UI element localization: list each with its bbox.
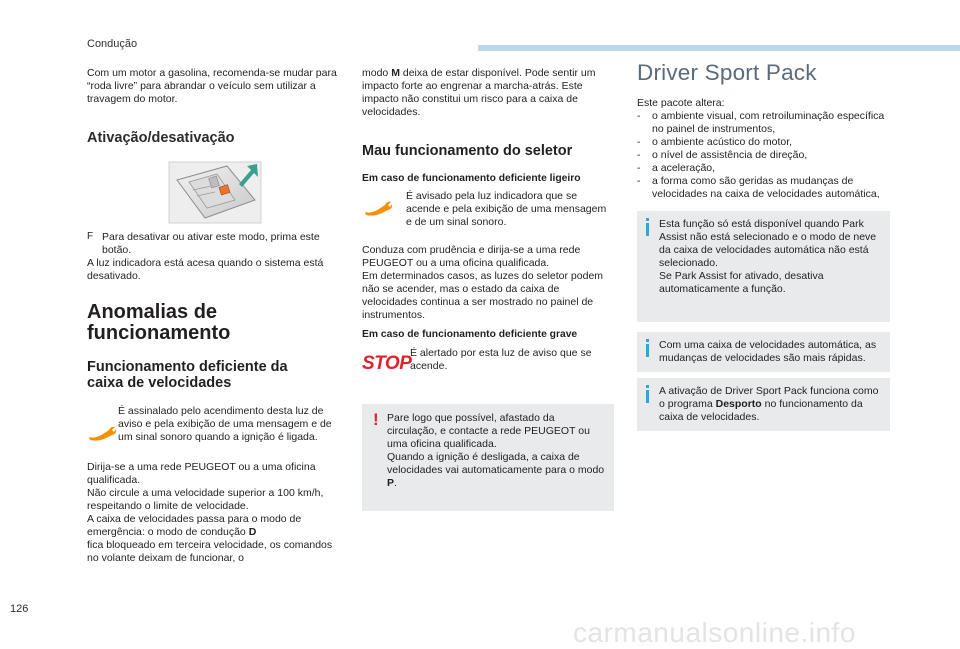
gearbox-fault-p4: fica bloqueado em terceira velocidade, os comandos no volante deixam de funcionar, o — [87, 539, 333, 564]
pack-intro: Este pacote altera: — [637, 97, 725, 109]
minor-fault-warning — [362, 190, 614, 229]
serious-fault-label: Em caso de funcionamento deficiente grave — [362, 329, 578, 340]
mode-p: P — [387, 477, 395, 489]
info3-pre: A ativação de Driver Sport Pack funciona como o programa — [659, 385, 879, 410]
info-icon — [645, 385, 649, 403]
minor-fault-p1: Conduza com prudência e dirija-se a uma rede PEUGEOT ou a uma oficina qualificada. — [362, 244, 581, 269]
activation-bullet-text: Para desativar ou ativar este modo, prima este botão. — [102, 231, 320, 256]
gearbox-fault-heading-line2: caixa de velocidades — [87, 375, 232, 391]
mode-d: D — [248, 526, 257, 538]
info3-text — [659, 385, 882, 424]
info-box-availability — [637, 211, 890, 322]
wrench-warning-icon — [87, 405, 117, 446]
section-title: Condução — [87, 38, 138, 50]
serious-fault-warning-text: É alertado por esta luz de aviso que se acende. — [410, 347, 592, 372]
intro-paragraph: Com um motor a gasolina, recomenda-se mudar para “roda livre” para abrandar o veículo sem utilizar a travagem do motor. — [87, 67, 337, 105]
bullet-marker: F — [87, 231, 94, 242]
alert-p2-end: . — [394, 477, 397, 489]
serious-fault-warning — [362, 347, 614, 375]
activation-heading: Ativação/desativação — [87, 130, 235, 146]
list-item: - o ambiente acústico do motor, — [637, 136, 890, 149]
info1-p2: Se Park Assist for ativado, desativa automaticamente a função. — [659, 270, 824, 295]
continuation-paragraph — [362, 67, 614, 119]
alert-box — [362, 404, 614, 511]
stop-icon-text: STOP — [362, 353, 412, 374]
driver-sport-pack-heading: Driver Sport Pack — [637, 60, 817, 85]
info3-bold: Desporto — [715, 398, 762, 410]
gearbox-fault-warning-text: É assinalado pelo acendimento desta luz de aviso e pela exibição de uma mensagem e de um sinal sonoro quando a ignição é ligada. — [118, 405, 332, 443]
activation-bullet — [87, 231, 337, 257]
info-box-shifting — [637, 332, 890, 372]
list-item: - a aceleração, — [637, 162, 890, 175]
switch-button-illustration — [167, 160, 263, 225]
watermark: carmanualsonline.info — [573, 617, 856, 648]
alert-p1: Pare logo que possível, afastado da circulação, e contacte a rede PEUGEOT ou uma oficina qualificada. — [387, 412, 590, 450]
alert-p2 — [387, 451, 606, 490]
stop-icon — [362, 347, 410, 375]
continuation-text: deixa de estar disponível. Pode sentir um impacto forte ao engrenar a marcha-atrás. Este impacto não constitui um risco para a caixa de velocidades. — [362, 67, 596, 118]
info-box-sport-program — [637, 378, 890, 431]
anomalies-heading-line1: Anomalias de — [87, 301, 218, 323]
mode-m: M — [391, 67, 400, 79]
info1-p1: Esta função só está disponível quando Park Assist não está selecionado e o modo de neve da caixa de velocidades automática não está selecionado. — [659, 218, 877, 269]
alert-p2-text: Quando a ignição é desligada, a caixa de velocidades vai automaticamente para o modo — [387, 451, 605, 476]
list-item: - o ambiente visual, com retroiluminação específica no painel de instrumentos, — [637, 110, 890, 136]
gearbox-fault-heading-line1: Funcionamento deficiente da — [87, 359, 288, 375]
selector-heading: Mau funcionamento do seletor — [362, 143, 573, 159]
minor-fault-p2: Em determinados casos, as luzes do seletor podem não se acender, mas o estado da caixa de velocidades continua a ser mostrado no painel de instrumentos. — [362, 270, 604, 321]
activation-note: A luz indicadora está acesa quando o sistema está desativado. — [87, 257, 324, 282]
gearbox-fault-p2: Não circule a uma velocidade superior a 100 km/h, respeitando o limite de velocidade. — [87, 487, 324, 512]
list-item: - o nível de assistência de direção, — [637, 149, 890, 162]
info-icon — [645, 218, 649, 236]
minor-fault-label: Em caso de funcionamento deficiente ligeiro — [362, 173, 581, 184]
continuation-pre: modo — [362, 67, 389, 79]
info-icon — [645, 339, 649, 357]
info2-text: Com uma caixa de velocidades automática, as mudanças de velocidades são mais rápidas. — [659, 339, 877, 364]
page-number: 126 — [10, 603, 29, 615]
anomalies-heading — [87, 302, 337, 344]
wrench-warning-icon — [362, 190, 406, 221]
gearbox-fault-p3-text: A caixa de velocidades passa para o modo de emergência: o modo de condução — [87, 513, 302, 538]
gearbox-fault-p3 — [87, 513, 337, 539]
pack-changes-list — [637, 110, 890, 201]
gearbox-fault-warning — [87, 405, 337, 446]
anomalies-heading-line2: funcionamento — [87, 322, 231, 344]
minor-fault-warning-text: É avisado pela luz indicadora que se acende e pela exibição de uma mensagem e de um sinal sonoro. — [406, 190, 607, 228]
gearbox-fault-p1: Dirija-se a uma rede PEUGEOT ou a uma oficina qualificada. — [87, 461, 316, 486]
header-bar — [478, 45, 960, 51]
column-2 — [362, 67, 614, 511]
column-3 — [637, 60, 890, 431]
column-1 — [87, 67, 337, 565]
list-item: - a forma como são geridas as mudanças de velocidades na caixa de velocidades automática, — [637, 175, 890, 201]
gearbox-fault-heading — [87, 359, 337, 391]
exclamation-icon: ! — [373, 410, 379, 429]
info3-post: no funcionamento da caixa de velocidades. — [659, 398, 863, 423]
